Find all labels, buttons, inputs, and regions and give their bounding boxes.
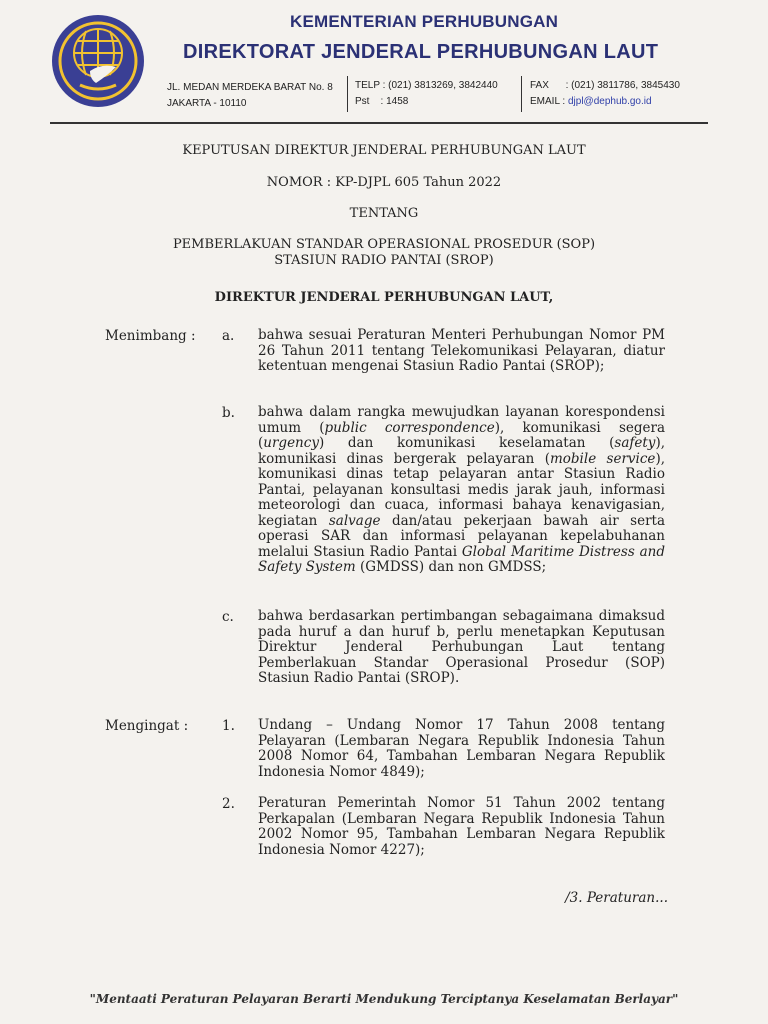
contact-divider (521, 76, 522, 112)
text-segment: bahwa dalam rangka mewujudkan layanan korespondensi umum ( (258, 404, 665, 436)
address-city: JAKARTA - 10110 (167, 98, 247, 109)
decree-heading: KEPUTUSAN DIREKTUR JENDERAL PERHUBUNGAN LAUT (182, 143, 586, 158)
mengingat-item-2: Peraturan Pemerintah Nomor 51 Tahun 2002 tentang Perkapalan (Lembaran Negara Republik Indonesia Tahun 2002 Nomor 95, Tambahan Lembaran Negara Republik Indonesia Nomor 4227); (258, 795, 665, 858)
email-link[interactable]: djpl@dephub.go.id (567, 96, 652, 107)
email-line (530, 94, 680, 110)
text-segment: ), komunikasi dinas bergerak pelayaran ( (258, 435, 665, 467)
footer-motto: "Mentaati Peraturan Pelayaran Berarti Mendukung Terciptanya Keselamatan Berlayar" (89, 992, 679, 1006)
item-marker: c. (222, 609, 234, 625)
text-segment: dan/atau pekerjaan bawah air serta operasi SAR dan informasi pelayanan kepelabuhanan melalui Stasiun Radio Pantai (258, 512, 666, 560)
italic-term: public correspondence (324, 419, 495, 436)
menimbang-item-b (258, 405, 665, 576)
decree-about: TENTANG (349, 206, 419, 221)
text-segment: (GMDSS) dan non GMDSS; (355, 559, 547, 575)
mengingat-item-1: Undang – Undang Nomor 17 Tahun 2008 tentang Pelayaran (Lembaran Negara Republik Indonesia Tahun 2008 Nomor 64, Tambahan Lembaran Negara Republik Indonesia Nomor 4849); (258, 717, 665, 780)
menimbang-item-a: bahwa sesuai Peraturan Menteri Perhubungan Nomor PM 26 Tahun 2011 tentang Telekomunikasi Pelayaran, diatur ketentuan mengenai Stasiun Radio Pantai (SROP); (258, 327, 665, 374)
text-segment: ) dan komunikasi keselamatan ( (318, 435, 615, 451)
telephone: TELP : (021) 3813269, 3842440 (355, 80, 498, 91)
fax-number: FAX : (021) 3811786, 3845430 (530, 80, 680, 91)
continuation-note: /3. Peraturan... (565, 890, 668, 906)
ministry-logo (50, 13, 146, 109)
item-marker: 1. (222, 718, 235, 734)
text-segment: ), komunikasi dinas tetap pelayaran antar Stasiun Radio Pantai, pelayanan konsultasi medis jarak jauh, informasi meteorologi dan cuaca, informasi bahaya kenavigasian, kegiatan (258, 450, 665, 529)
menimbang-item-c: bahwa berdasarkan pertimbangan sebagaimana dimaksud pada huruf a dan huruf b, perlu menetapkan Keputusan Direktur Jenderal Perhubungan Laut tentang Pemberlakuan Standar Operasional Prosedur (SOP) Stasiun Radio Pantai (SROP). (258, 608, 665, 686)
italic-term: Global Maritime Distress and Safety System (258, 543, 665, 575)
item-marker: b. (222, 405, 235, 421)
item-marker: 2. (222, 796, 235, 812)
italic-term: urgency (263, 435, 319, 451)
decree-number: NOMOR : KP-DJPL 605 Tahun 2022 (266, 175, 502, 190)
contact-divider (347, 76, 348, 112)
directorate-name: DIREKTORAT JENDERAL PERHUBUNGAN LAUT (183, 41, 659, 63)
text-segment: ), komunikasi segera ( (258, 419, 665, 451)
letterhead-rule (50, 122, 708, 124)
item-marker: a. (222, 328, 235, 344)
decree-subject-line2: STASIUN RADIO PANTAI (SROP) (274, 253, 494, 268)
italic-term: safety (614, 435, 656, 451)
mengingat-label: Mengingat : (105, 718, 189, 734)
italic-term: salvage (328, 512, 381, 529)
email-label: EMAIL : (530, 96, 568, 107)
italic-term: mobile service (549, 450, 656, 467)
menimbang-label: Menimbang : (105, 328, 196, 344)
address-block (167, 80, 333, 112)
pst-number: Pst : 1458 (355, 96, 409, 107)
phone-block (355, 78, 498, 110)
address-line: JL. MEDAN MERDEKA BARAT No. 8 (167, 82, 333, 93)
decree-subject-line1: PEMBERLAKUAN STANDAR OPERASIONAL PROSEDUR (SOP) (172, 237, 596, 252)
decree-issuer: DIREKTUR JENDERAL PERHUBUNGAN LAUT, (214, 290, 554, 305)
fax-email-block (530, 78, 680, 110)
ministry-name: KEMENTERIAN PERHUBUNGAN (290, 12, 559, 31)
